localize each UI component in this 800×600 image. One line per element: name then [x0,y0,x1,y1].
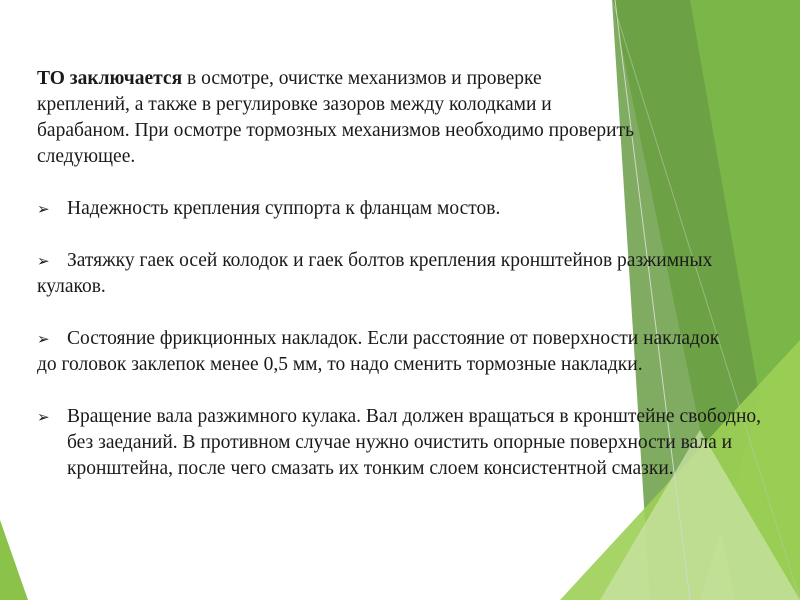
intro-text: в осмотре, очистке механизмов и проверке креплений, а также в регулировке зазоров между колодками и барабаном. При осмотре тормозных механизмов необходимо проверить следующее. [37,68,634,167]
list-item [37,248,737,300]
list-item [37,404,777,482]
list-item-text: Надежность крепления суппорта к фланцам мостов. [67,198,501,219]
intro-bold: ТО заключается [37,68,183,89]
list-item-text: Состояние фрикционных накладок. Если расстояние от поверхности накладок до головок заклепок менее 0,5 мм, то надо сменить тормозные накладки. [37,328,720,375]
list-item [37,196,777,222]
arrow-bullet-icon: ➢ [37,330,50,348]
slide-content [37,66,777,482]
arrow-bullet-icon: ➢ [37,200,50,218]
green-sliver-left [0,520,28,600]
arrow-bullet-icon: ➢ [37,408,50,426]
intro-paragraph [37,66,637,170]
arrow-bullet-icon: ➢ [37,252,50,270]
list-item [37,326,737,378]
list-item-text: Вращение вала разжимного кулака. Вал должен вращаться в кронштейне свободно, без заеданий. В противном случае нужно очистить опорные поверхности вала и кронштейна, после чего смазать их тонким слоем консистентной смазки. [67,406,762,479]
list-item-text: Затяжку гаек осей колодок и гаек болтов крепления кронштейнов разжимных кулаков. [37,250,713,297]
